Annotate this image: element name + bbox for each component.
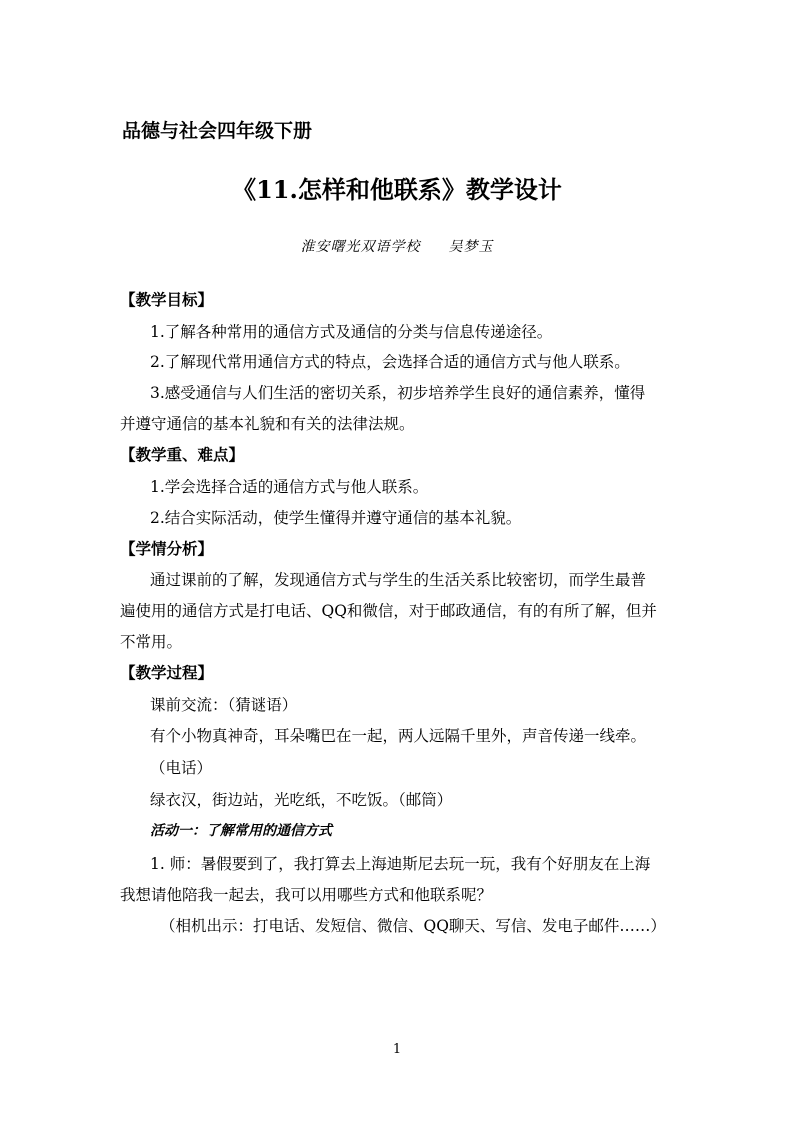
analysis-heading: 【学情分析】	[120, 539, 214, 558]
process-intro: 课前交流：（猜谜语）	[150, 696, 298, 714]
riddle-2: 绿衣汉，街边站，光吃纸，不吃饭。（邮筒）	[150, 791, 453, 809]
riddle-1-answer: （电话）	[150, 759, 213, 777]
page-number: 1	[392, 1042, 402, 1057]
objective-2: 2.了解现代常用通信方式的特点，会选择合适的通信方式与他人联系。	[150, 353, 630, 371]
school-name: 淮安曙光双语学校	[300, 239, 421, 255]
author-name: 吴梦玉	[448, 239, 494, 255]
display-note: （相机出示：打电话、发短信、微信、QQ聊天、写信、发电子邮件……）	[160, 917, 666, 935]
analysis-line-3: 不常用。	[120, 633, 183, 651]
riddle-1: 有个小物真神奇，耳朵嘴巴在一起，两人远隔千里外，声音传递一线牵。	[150, 727, 647, 745]
key-points-heading: 【教学重、难点】	[120, 445, 245, 464]
process-heading: 【教学过程】	[120, 663, 214, 682]
objective-3-line-2: 并遵守通信的基本礼貌和有关的法律法规。	[120, 415, 415, 433]
key-point-2: 2.结合实际活动，使学生懂得并遵守通信的基本礼貌。	[150, 509, 522, 527]
document-title: 《11.怎样和他联系》教学设计	[232, 175, 562, 204]
teacher-line-1: 1. 师：暑假要到了，我打算去上海迪斯尼去玩一玩，我有个好朋友在上海	[150, 855, 651, 873]
author-line	[0, 236, 794, 256]
key-point-1: 1.学会选择合适的通信方式与他人联系。	[150, 478, 429, 496]
teacher-line-2: 我想请他陪我一起去，我可以用哪些方式和他联系呢？	[120, 886, 493, 904]
objective-1: 1.了解各种常用的通信方式及通信的分类与信息传递途径。	[150, 323, 553, 341]
activity-1-heading: 活动一：了解常用的通信方式	[150, 823, 332, 839]
objectives-heading: 【教学目标】	[120, 290, 214, 309]
analysis-line-1: 通过课前的了解，发现通信方式与学生的生活关系比较密切，而学生最普	[150, 571, 647, 589]
objective-3-line-1: 3.感受通信与人们生活的密切关系，初步培养学生良好的通信素养，懂得	[150, 384, 646, 402]
subject-line: 品德与社会四年级下册	[122, 120, 313, 142]
analysis-line-2: 遍使用的通信方式是打电话、QQ和微信，对于邮政通信，有的有所了解，但并	[120, 602, 657, 620]
